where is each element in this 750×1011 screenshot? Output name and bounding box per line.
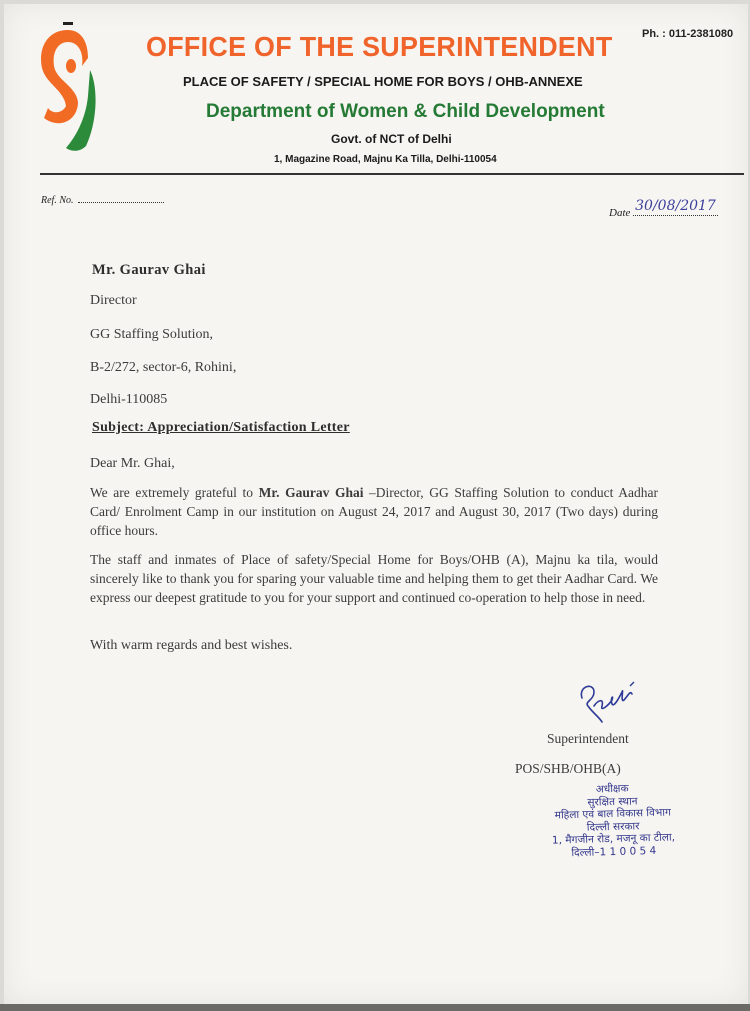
reference-number — [41, 195, 164, 206]
paragraph1-text-end: –Director, GG Staffing Solution to conduct Aadhar Card/ Enrolment Camp in our institution on August 24, 2017 and August 30, 2017 (Two days) during office hours. — [90, 485, 658, 538]
paragraph1-text-start: We are extremely grateful to — [90, 485, 259, 500]
date-label: Date — [609, 207, 631, 219]
recipient-company: GG Staffing Solution, — [90, 327, 214, 342]
office-address: 1, Magazine Road, Majnu Ka Tilla, Delhi-110054 — [274, 154, 497, 165]
handwritten-signature — [572, 676, 652, 731]
page-bottom-edge — [0, 1004, 750, 1011]
stamp-line: सुरक्षित स्थान — [587, 794, 638, 809]
department-name: Department of Women & Child Development — [206, 101, 605, 122]
salutation: Dear Mr. Ghai, — [90, 456, 175, 471]
government-name: Govt. of NCT of Delhi — [331, 132, 452, 146]
recipient-address-line1: B-2/272, sector-6, Rohini, — [90, 360, 237, 375]
recipient-address-line2: Delhi-110085 — [90, 392, 168, 407]
official-stamp — [507, 780, 719, 860]
date-field — [609, 198, 718, 222]
ref-blank — [78, 202, 164, 203]
recipient-designation: Director — [90, 293, 137, 308]
header-divider — [40, 173, 744, 175]
stamp-line: महिला एवं बाल विकास विभाग — [554, 806, 672, 822]
stamp-line: 1, मैगजीन रोड, मजनू का टीला, — [551, 831, 676, 847]
closing-line: With warm regards and best wishes. — [90, 638, 293, 653]
stamp-line: दिल्ली सरकार — [586, 819, 640, 834]
phone-number: Ph. : 011-2381080 — [642, 28, 734, 40]
body-paragraph-2: The staff and inmates of Place of safety/Special Home for Boys/OHB (A), Majnu ka tila, would sincerely like to thank you for sparing your valuable time and helping them to get their Aadhar Card. We express our deepest gratitude to you for your support and continued co-operation to help those in need. — [90, 552, 658, 605]
stamp-line: दिल्ली–1 1 0 0 5 4 — [571, 844, 657, 859]
wcd-logo-icon — [36, 22, 100, 161]
signatory-title: Superintendent — [547, 731, 629, 746]
paragraph1-recipient-name: Mr. Gaurav Ghai — [258, 485, 364, 500]
ref-label: Ref. No. — [41, 195, 74, 206]
date-value: 30/08/2017 — [635, 198, 716, 214]
signatory-office: POS/SHB/OHB(A) — [515, 761, 621, 776]
office-title: OFFICE OF THE SUPERINTENDENT — [146, 31, 613, 62]
letter-subject: Subject: Appreciation/Satisfaction Letter — [92, 420, 350, 435]
stamp-line: अधीक्षक — [595, 782, 629, 796]
body-paragraph-1 — [90, 483, 658, 540]
recipient-name: Mr. Gaurav Ghai — [92, 262, 206, 278]
office-subtitle: PLACE OF SAFETY / SPECIAL HOME FOR BOYS / OHB-ANNEXE — [183, 74, 583, 89]
